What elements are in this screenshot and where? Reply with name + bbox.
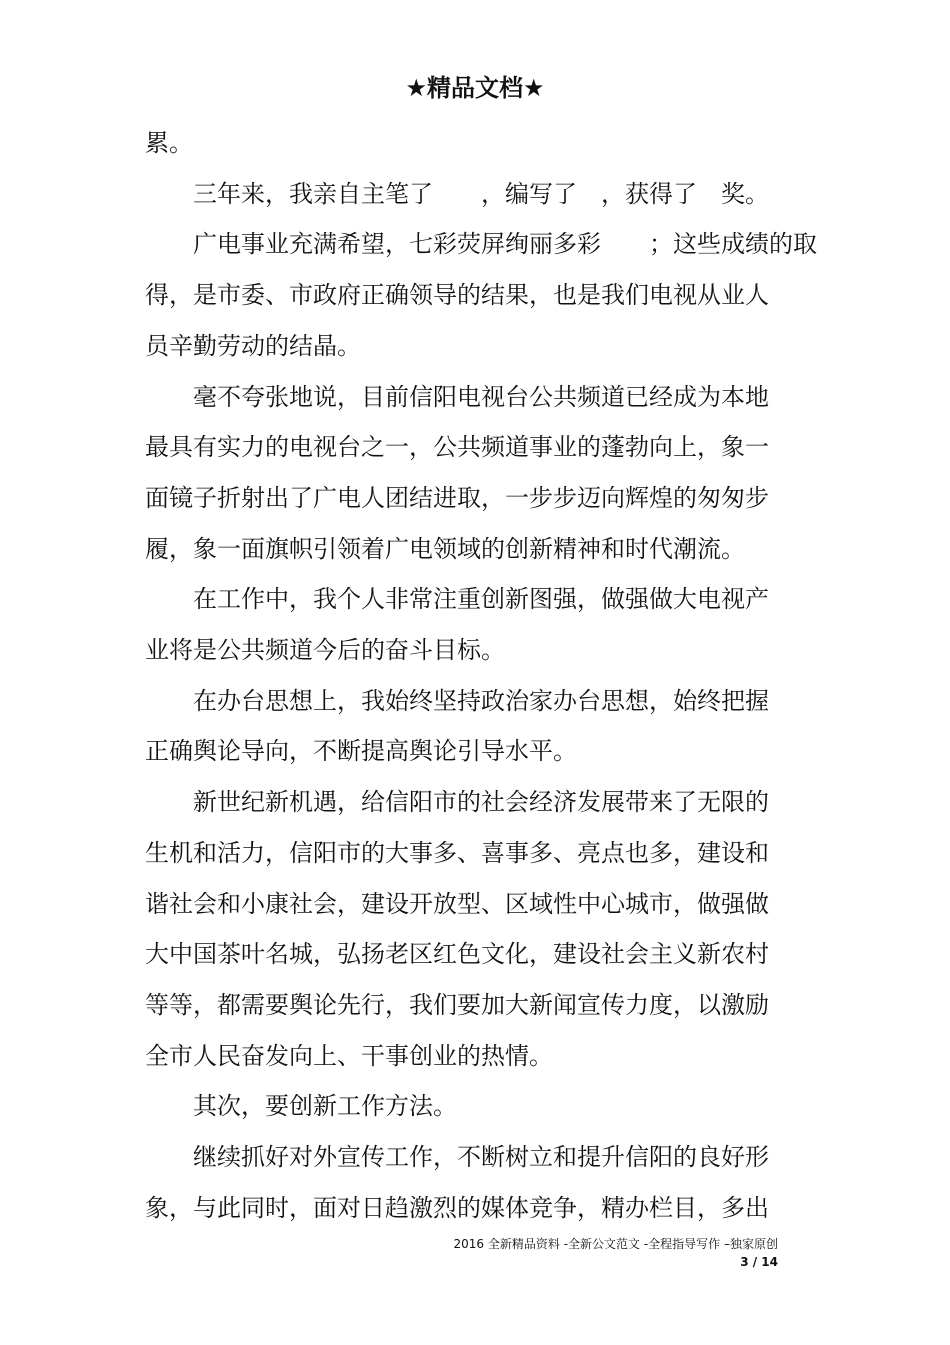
text-line: 正确舆论导向，不断提高舆论引导水平。	[145, 737, 577, 766]
text-line: 在办台思想上，我始终坚持政治家办台思想，始终把握	[193, 686, 769, 715]
text-line: 最具有实力的电视台之一，公共频道事业的蓬勃向上，象一	[145, 433, 769, 462]
text-line: 在工作中，我个人非常注重创新图强，做强做大电视产	[193, 585, 769, 614]
text-line: 等等，都需要舆论先行，我们要加大新闻宣传力度，以激励	[145, 990, 769, 1019]
footer-tagline: 2016 全新精品资料 -全新公文范文 -全程指导写作 –独家原创	[453, 1237, 778, 1251]
text-line: 业将是公共频道今后的奋斗目标。	[145, 636, 505, 665]
text-line: 生机和活力，信阳市的大事多、喜事多、亮点也多，建设和	[145, 838, 769, 867]
text-line: 其次，要创新工作方法。	[193, 1092, 457, 1121]
document-body	[145, 118, 817, 1233]
page-current: 3	[740, 1255, 749, 1269]
text-line: 三年来，我亲自主笔了 ，编写了 ，获得了 奖。	[193, 179, 769, 208]
page-total: 14	[761, 1255, 778, 1269]
text-line: 大中国茶叶名城，弘扬老区红色文化，建设社会主义新农村	[145, 940, 769, 969]
text-line: 履，象一面旗帜引领着广电领域的创新精神和时代潮流。	[145, 534, 745, 563]
text-line: 毫不夸张地说，目前信阳电视台公共频道已经成为本地	[193, 382, 769, 411]
text-line: 得，是市委、市政府正确领导的结果，也是我们电视从业人	[145, 281, 769, 310]
text-line: 累。	[145, 129, 193, 157]
text-line: 面镜子折射出了广电人团结进取，一步步迈向辉煌的匆匆步	[145, 483, 769, 512]
page-number	[0, 1254, 778, 1270]
page-header-title: ★精品文档★	[405, 74, 545, 102]
text-line: 谐社会和小康社会，建设开放型、区域性中心城市，做强做	[145, 889, 769, 918]
text-line: 广电事业充满希望，七彩荧屏绚丽多彩 ；这些成绩的取	[193, 230, 817, 259]
text-line: 员辛勤劳动的结晶。	[145, 331, 361, 360]
text-line: 新世纪新机遇，给信阳市的社会经济发展带来了无限的	[193, 788, 769, 817]
text-line: 继续抓好对外宣传工作，不断树立和提升信阳的良好形	[193, 1143, 769, 1172]
text-line: 象，与此同时，面对日趋激烈的媒体竞争，精办栏目，多出	[145, 1193, 769, 1222]
page-separator: /	[748, 1255, 762, 1269]
text-line: 全市人民奋发向上、干事创业的热情。	[145, 1041, 553, 1070]
